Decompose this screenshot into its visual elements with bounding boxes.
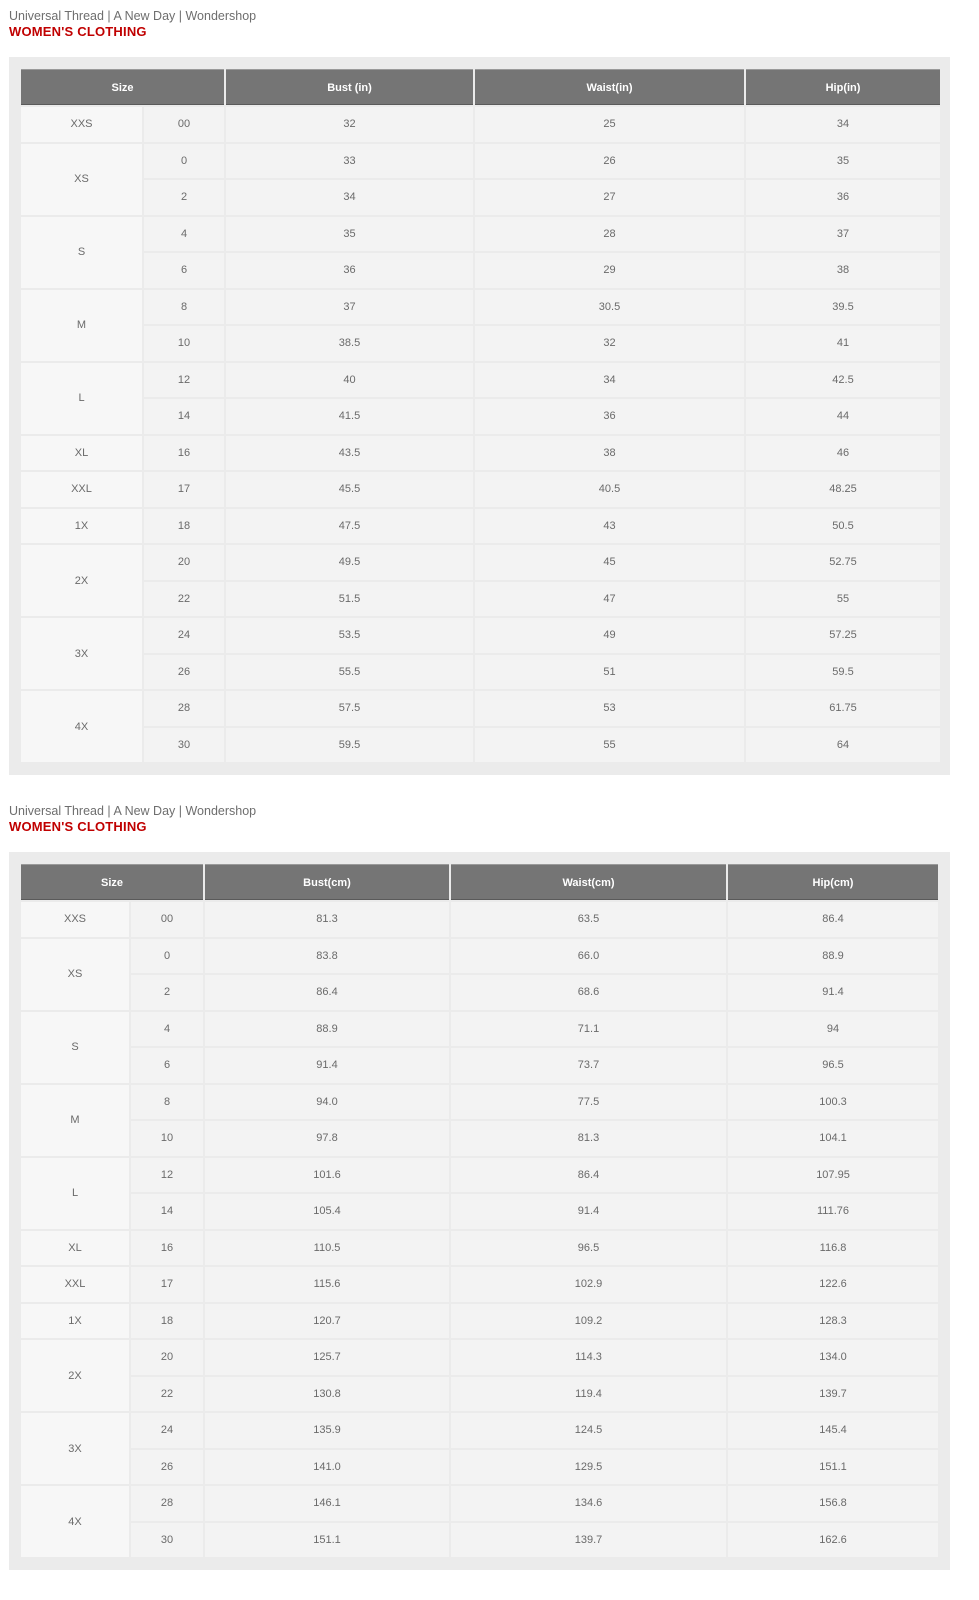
hip-cell: 145.4 [728, 1413, 938, 1448]
bust-cell: 59.5 [226, 728, 473, 763]
hip-cell: 128.3 [728, 1304, 938, 1339]
table-header-row [21, 69, 940, 105]
table-row [21, 472, 940, 507]
bust-cell: 53.5 [226, 618, 473, 653]
bust-cell: 57.5 [226, 691, 473, 726]
table-row [21, 975, 938, 1010]
table-row [21, 107, 940, 142]
size-label-cell: XL [21, 436, 142, 471]
waist-cell: 124.5 [451, 1413, 726, 1448]
hip-cell: 100.3 [728, 1085, 938, 1120]
bust-cell: 141.0 [205, 1450, 449, 1485]
bust-cell: 86.4 [205, 975, 449, 1010]
size-number-cell: 10 [144, 326, 224, 361]
waist-cell: 66.0 [451, 939, 726, 974]
table-row [21, 1486, 938, 1521]
size-number-cell: 17 [144, 472, 224, 507]
header-hip: Hip(in) [746, 69, 940, 105]
size-label-cell: L [21, 363, 142, 434]
hip-cell: 36 [746, 180, 940, 215]
waist-cell: 102.9 [451, 1267, 726, 1302]
bust-cell: 81.3 [205, 902, 449, 937]
bust-cell: 120.7 [205, 1304, 449, 1339]
waist-cell: 43 [475, 509, 744, 544]
table-row [21, 217, 940, 252]
bust-cell: 38.5 [226, 326, 473, 361]
table-row [21, 509, 940, 544]
size-number-cell: 24 [131, 1413, 203, 1448]
hip-cell: 39.5 [746, 290, 940, 325]
brand-line: Universal Thread | A New Day | Wondershop [9, 804, 257, 818]
size-number-cell: 20 [144, 545, 224, 580]
hip-cell: 61.75 [746, 691, 940, 726]
size-number-cell: 18 [144, 509, 224, 544]
bust-cell: 130.8 [205, 1377, 449, 1412]
bust-cell: 47.5 [226, 509, 473, 544]
table-row [21, 144, 940, 179]
size-number-cell: 8 [144, 290, 224, 325]
table-row [21, 1304, 938, 1339]
bust-cell: 146.1 [205, 1486, 449, 1521]
waist-cell: 51 [475, 655, 744, 690]
hip-cell: 96.5 [728, 1048, 938, 1083]
hip-cell: 50.5 [746, 509, 940, 544]
table-row [21, 545, 940, 580]
waist-cell: 45 [475, 545, 744, 580]
waist-cell: 96.5 [451, 1231, 726, 1266]
table-row [21, 655, 940, 690]
waist-cell: 119.4 [451, 1377, 726, 1412]
size-chart-table [19, 862, 940, 1559]
table-row [21, 363, 940, 398]
bust-cell: 91.4 [205, 1048, 449, 1083]
table-row [21, 290, 940, 325]
table-row [21, 399, 940, 434]
size-label-cell: 1X [21, 509, 142, 544]
bust-cell: 51.5 [226, 582, 473, 617]
table-row [21, 1048, 938, 1083]
bust-cell: 40 [226, 363, 473, 398]
size-number-cell: 18 [131, 1304, 203, 1339]
hip-cell: 35 [746, 144, 940, 179]
size-number-cell: 22 [144, 582, 224, 617]
hip-cell: 59.5 [746, 655, 940, 690]
table-row [21, 1121, 938, 1156]
table-row [21, 1158, 938, 1193]
waist-cell: 68.6 [451, 975, 726, 1010]
size-number-cell: 0 [131, 939, 203, 974]
size-number-cell: 12 [144, 363, 224, 398]
hip-cell: 57.25 [746, 618, 940, 653]
size-label-cell: 2X [21, 545, 142, 616]
waist-cell: 134.6 [451, 1486, 726, 1521]
size-number-cell: 12 [131, 1158, 203, 1193]
hip-cell: 55 [746, 582, 940, 617]
table-header-row [21, 864, 938, 900]
bust-cell: 105.4 [205, 1194, 449, 1229]
waist-cell: 109.2 [451, 1304, 726, 1339]
size-label-cell: 4X [21, 691, 142, 762]
hip-cell: 34 [746, 107, 940, 142]
table-row [21, 939, 938, 974]
header-bust: Bust (in) [226, 69, 473, 105]
size-label-cell: 4X [21, 1486, 129, 1557]
size-number-cell: 30 [144, 728, 224, 763]
size-label-cell: XS [21, 939, 129, 1010]
waist-cell: 25 [475, 107, 744, 142]
header-size: Size [21, 864, 203, 900]
table-row [21, 1194, 938, 1229]
bust-cell: 101.6 [205, 1158, 449, 1193]
hip-cell: 42.5 [746, 363, 940, 398]
waist-cell: 32 [475, 326, 744, 361]
table-row [21, 1267, 938, 1302]
waist-cell: 34 [475, 363, 744, 398]
size-number-cell: 22 [131, 1377, 203, 1412]
bust-cell: 55.5 [226, 655, 473, 690]
bust-cell: 32 [226, 107, 473, 142]
waist-cell: 114.3 [451, 1340, 726, 1375]
bust-cell: 94.0 [205, 1085, 449, 1120]
table-row [21, 1413, 938, 1448]
table-row [21, 436, 940, 471]
size-label-cell: M [21, 1085, 129, 1156]
hip-cell: 107.95 [728, 1158, 938, 1193]
table-row [21, 1340, 938, 1375]
size-number-cell: 28 [131, 1486, 203, 1521]
waist-cell: 63.5 [451, 902, 726, 937]
waist-cell: 91.4 [451, 1194, 726, 1229]
hip-cell: 122.6 [728, 1267, 938, 1302]
bust-cell: 97.8 [205, 1121, 449, 1156]
size-number-cell: 00 [144, 107, 224, 142]
bust-cell: 33 [226, 144, 473, 179]
size-label-cell: S [21, 1012, 129, 1083]
table-panel [9, 852, 950, 1570]
size-label-cell: XXL [21, 1267, 129, 1302]
size-number-cell: 26 [131, 1450, 203, 1485]
hip-cell: 88.9 [728, 939, 938, 974]
size-number-cell: 24 [144, 618, 224, 653]
waist-cell: 139.7 [451, 1523, 726, 1558]
size-label-cell: M [21, 290, 142, 361]
table-panel [9, 57, 950, 775]
size-label-cell: 1X [21, 1304, 129, 1339]
size-number-cell: 26 [144, 655, 224, 690]
hip-cell: 139.7 [728, 1377, 938, 1412]
bust-cell: 110.5 [205, 1231, 449, 1266]
table-row [21, 691, 940, 726]
table-row [21, 728, 940, 763]
table-row [21, 1085, 938, 1120]
table-row [21, 1450, 938, 1485]
size-label-cell: XS [21, 144, 142, 215]
waist-cell: 53 [475, 691, 744, 726]
table-row [21, 902, 938, 937]
size-number-cell: 2 [131, 975, 203, 1010]
table-row [21, 326, 940, 361]
bust-cell: 151.1 [205, 1523, 449, 1558]
size-number-cell: 14 [144, 399, 224, 434]
waist-cell: 27 [475, 180, 744, 215]
table-row [21, 1523, 938, 1558]
bust-cell: 35 [226, 217, 473, 252]
waist-cell: 26 [475, 144, 744, 179]
hip-cell: 64 [746, 728, 940, 763]
hip-cell: 134.0 [728, 1340, 938, 1375]
size-label-cell: S [21, 217, 142, 288]
size-number-cell: 16 [131, 1231, 203, 1266]
hip-cell: 162.6 [728, 1523, 938, 1558]
waist-cell: 81.3 [451, 1121, 726, 1156]
hip-cell: 111.76 [728, 1194, 938, 1229]
table-row [21, 1012, 938, 1047]
size-label-cell: 3X [21, 1413, 129, 1484]
hip-cell: 37 [746, 217, 940, 252]
bust-cell: 45.5 [226, 472, 473, 507]
bust-cell: 36 [226, 253, 473, 288]
waist-cell: 73.7 [451, 1048, 726, 1083]
hip-cell: 104.1 [728, 1121, 938, 1156]
hip-cell: 46 [746, 436, 940, 471]
size-number-cell: 10 [131, 1121, 203, 1156]
bust-cell: 115.6 [205, 1267, 449, 1302]
size-number-cell: 00 [131, 902, 203, 937]
bust-cell: 88.9 [205, 1012, 449, 1047]
size-number-cell: 16 [144, 436, 224, 471]
bust-cell: 37 [226, 290, 473, 325]
size-number-cell: 28 [144, 691, 224, 726]
size-number-cell: 17 [131, 1267, 203, 1302]
waist-cell: 55 [475, 728, 744, 763]
waist-cell: 77.5 [451, 1085, 726, 1120]
size-number-cell: 20 [131, 1340, 203, 1375]
size-number-cell: 6 [144, 253, 224, 288]
section-title: WOMEN'S CLOTHING [9, 819, 147, 834]
size-label-cell: 2X [21, 1340, 129, 1411]
size-number-cell: 6 [131, 1048, 203, 1083]
size-label-cell: XXS [21, 902, 129, 937]
size-chart-table [19, 67, 942, 764]
table-row [21, 180, 940, 215]
table-row [21, 1231, 938, 1266]
waist-cell: 49 [475, 618, 744, 653]
size-label-cell: XL [21, 1231, 129, 1266]
size-number-cell: 14 [131, 1194, 203, 1229]
table-row [21, 253, 940, 288]
bust-cell: 34 [226, 180, 473, 215]
waist-cell: 71.1 [451, 1012, 726, 1047]
header-waist: Waist(in) [475, 69, 744, 105]
table-row [21, 618, 940, 653]
size-number-cell: 8 [131, 1085, 203, 1120]
size-label-cell: XXL [21, 472, 142, 507]
hip-cell: 86.4 [728, 902, 938, 937]
size-number-cell: 30 [131, 1523, 203, 1558]
header-waist: Waist(cm) [451, 864, 726, 900]
waist-cell: 29 [475, 253, 744, 288]
size-number-cell: 2 [144, 180, 224, 215]
waist-cell: 38 [475, 436, 744, 471]
hip-cell: 44 [746, 399, 940, 434]
bust-cell: 125.7 [205, 1340, 449, 1375]
waist-cell: 30.5 [475, 290, 744, 325]
waist-cell: 86.4 [451, 1158, 726, 1193]
hip-cell: 41 [746, 326, 940, 361]
header-bust: Bust(cm) [205, 864, 449, 900]
header-size: Size [21, 69, 224, 105]
bust-cell: 41.5 [226, 399, 473, 434]
section-title: WOMEN'S CLOTHING [9, 24, 147, 39]
size-label-cell: 3X [21, 618, 142, 689]
hip-cell: 156.8 [728, 1486, 938, 1521]
hip-cell: 38 [746, 253, 940, 288]
bust-cell: 83.8 [205, 939, 449, 974]
table-row [21, 1377, 938, 1412]
bust-cell: 135.9 [205, 1413, 449, 1448]
waist-cell: 129.5 [451, 1450, 726, 1485]
hip-cell: 116.8 [728, 1231, 938, 1266]
size-label-cell: L [21, 1158, 129, 1229]
size-label-cell: XXS [21, 107, 142, 142]
waist-cell: 40.5 [475, 472, 744, 507]
hip-cell: 52.75 [746, 545, 940, 580]
hip-cell: 151.1 [728, 1450, 938, 1485]
bust-cell: 43.5 [226, 436, 473, 471]
hip-cell: 91.4 [728, 975, 938, 1010]
waist-cell: 47 [475, 582, 744, 617]
size-number-cell: 4 [131, 1012, 203, 1047]
brand-line: Universal Thread | A New Day | Wondershop [9, 9, 257, 23]
hip-cell: 94 [728, 1012, 938, 1047]
waist-cell: 36 [475, 399, 744, 434]
size-number-cell: 4 [144, 217, 224, 252]
bust-cell: 49.5 [226, 545, 473, 580]
header-hip: Hip(cm) [728, 864, 938, 900]
hip-cell: 48.25 [746, 472, 940, 507]
table-row [21, 582, 940, 617]
waist-cell: 28 [475, 217, 744, 252]
size-number-cell: 0 [144, 144, 224, 179]
